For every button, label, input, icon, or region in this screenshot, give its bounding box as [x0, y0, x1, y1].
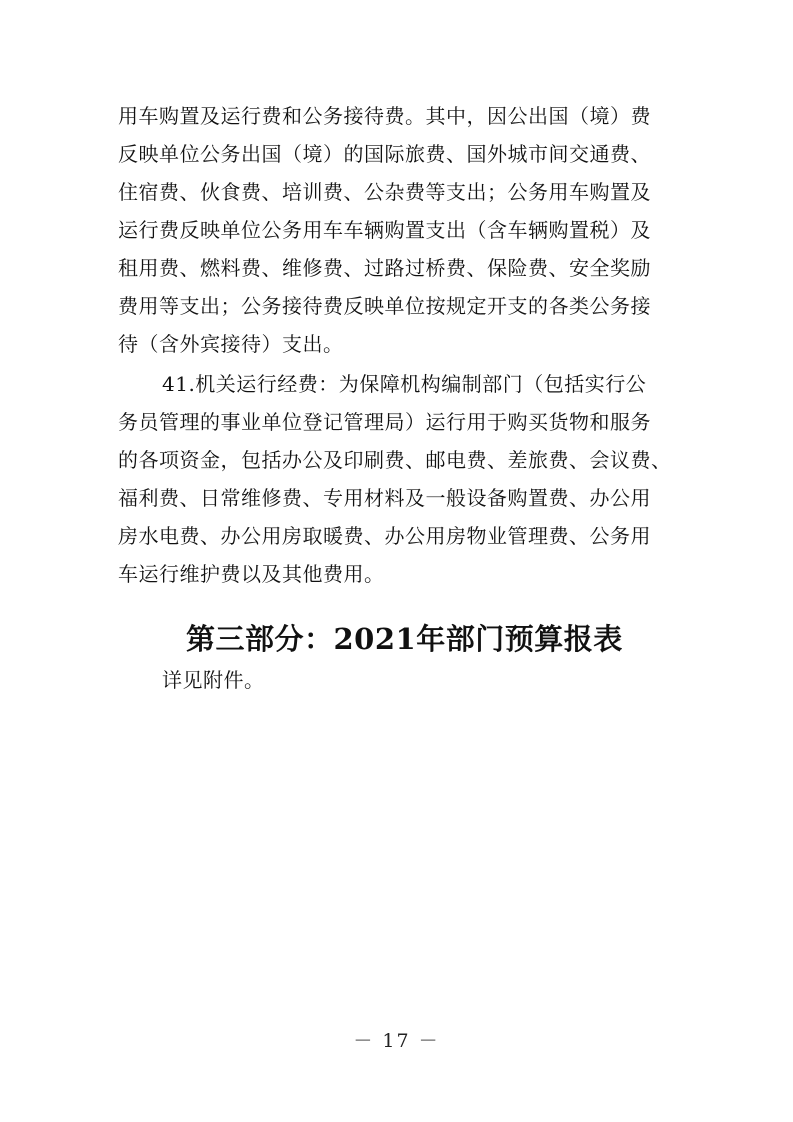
attachment-note: 详见附件。	[162, 668, 265, 692]
text-line: 用车购置及运行费和公务接待费。其中，因公出国（境）费	[118, 104, 651, 128]
paragraph-expense-definitions	[118, 97, 678, 363]
text-line: 福利费、日常维修费、专用材料及一般设备购置费、办公用	[118, 486, 651, 510]
text-line: 租用费、燃料费、维修费、过路过桥费、保险费、安全奖励	[118, 256, 651, 280]
text-line: 务员管理的事业单位登记管理局）运行用于购买货物和服务	[118, 410, 651, 434]
text-line: 住宿费、伙食费、培训费、公杂费等支出；公务用车购置及	[118, 180, 651, 204]
text-line: 车运行维护费以及其他费用。	[118, 562, 385, 586]
text-line: 费用等支出；公务接待费反映单位按规定开支的各类公务接	[118, 294, 651, 318]
paragraph-operating-expenses	[118, 365, 678, 593]
section-heading: 第三部分：2021年部门预算报表	[186, 622, 623, 656]
text-line: 房水电费、办公用房取暖费、办公用房物业管理费、公务用	[118, 524, 651, 548]
text-line: 反映单位公务出国（境）的国际旅费、国外城市间交通费、	[118, 142, 651, 166]
text-line: 运行费反映单位公务用车车辆购置支出（含车辆购置税）及	[118, 218, 651, 242]
text-line: 的各项资金，包括办公及印刷费、邮电费、差旅费、会议费、	[118, 448, 672, 472]
page-number: － 17 －	[353, 1030, 440, 1052]
text-line: 待（含外宾接待）支出。	[118, 332, 344, 356]
text-line: 41.机关运行经费：为保障机构编制部门（包括实行公	[162, 372, 647, 396]
